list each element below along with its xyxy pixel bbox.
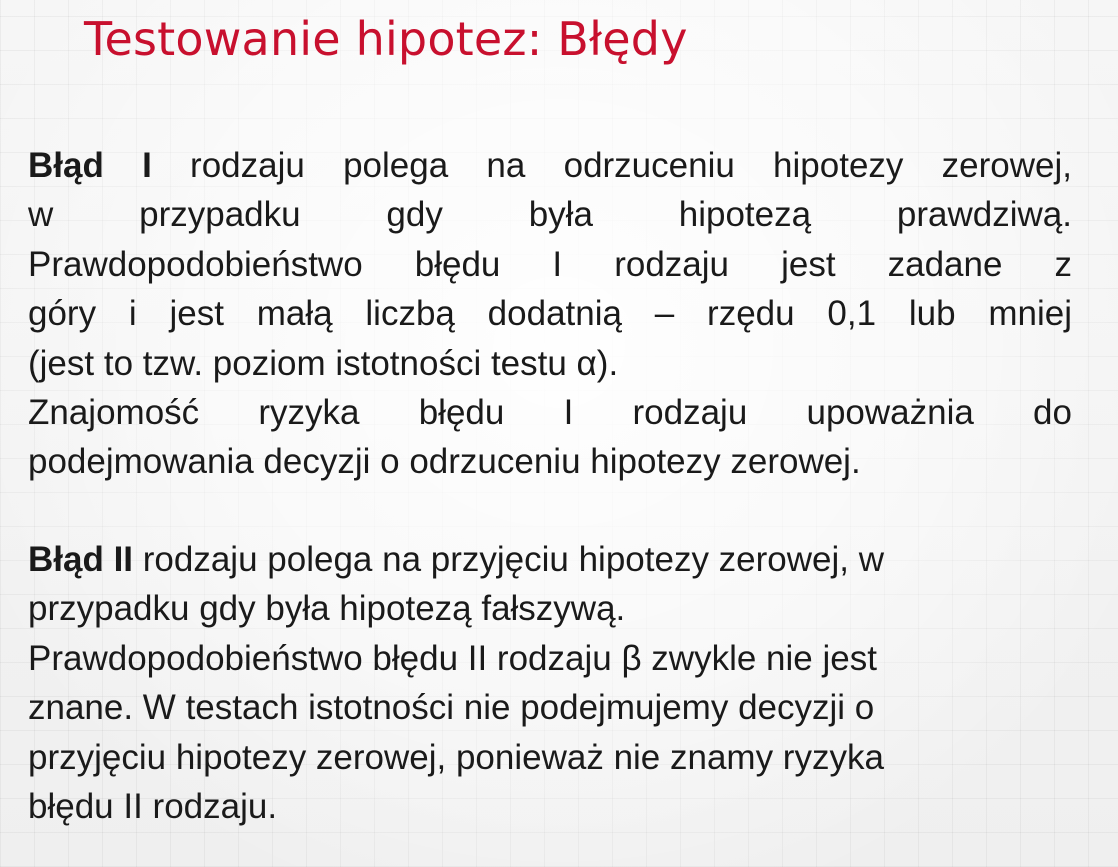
paragraph-line-text: rodzaju polega na przyjęciu hipotezy zerowej, w (133, 540, 884, 579)
error-type-2-label: Błąd II (28, 540, 134, 579)
error-type-1-label: Błąd I (28, 146, 152, 185)
paragraph-line-text: rodzaju polega na odrzuceniu hipotezy zerowej, (151, 146, 1072, 185)
paragraph-line: Prawdopodobieństwo błędu II rodzaju β zwykle nie jest (28, 638, 877, 678)
slide-title: Testowanie hipotez: Błędy (84, 12, 688, 66)
paragraph-line: (jest to tzw. poziom istotności testu α). (28, 343, 619, 383)
paragraph-line: Prawdopodobieństwo błędu I rodzaju jest zadane z (28, 244, 1072, 284)
paragraph-line: znane. W testach istotności nie podejmujemy decyzji o (28, 688, 875, 728)
paragraph-line (28, 535, 1072, 584)
error-type-2-paragraph (28, 535, 1072, 831)
error-type-1-paragraph (28, 141, 1072, 487)
paragraph-line: w przypadku gdy była hipotezą prawdziwą. (28, 195, 1072, 235)
paragraph-line: góry i jest małą liczbą dodatnią – rzędu 0,1 lub mniej (28, 294, 1072, 334)
paragraph-line: przypadku gdy była hipotezą fałszywą. (28, 589, 626, 629)
paragraph-line: przyjęciu hipotezy zerowej, ponieważ nie znamy ryzyka (28, 737, 884, 777)
paragraph-line: podejmowania decyzji o odrzuceniu hipotezy zerowej. (28, 442, 861, 482)
paragraph-line (28, 141, 1072, 190)
paragraph-line: Znajomość ryzyka błędu I rodzaju upoważnia do (28, 392, 1072, 432)
paragraph-line: błędu II rodzaju. (28, 786, 278, 826)
